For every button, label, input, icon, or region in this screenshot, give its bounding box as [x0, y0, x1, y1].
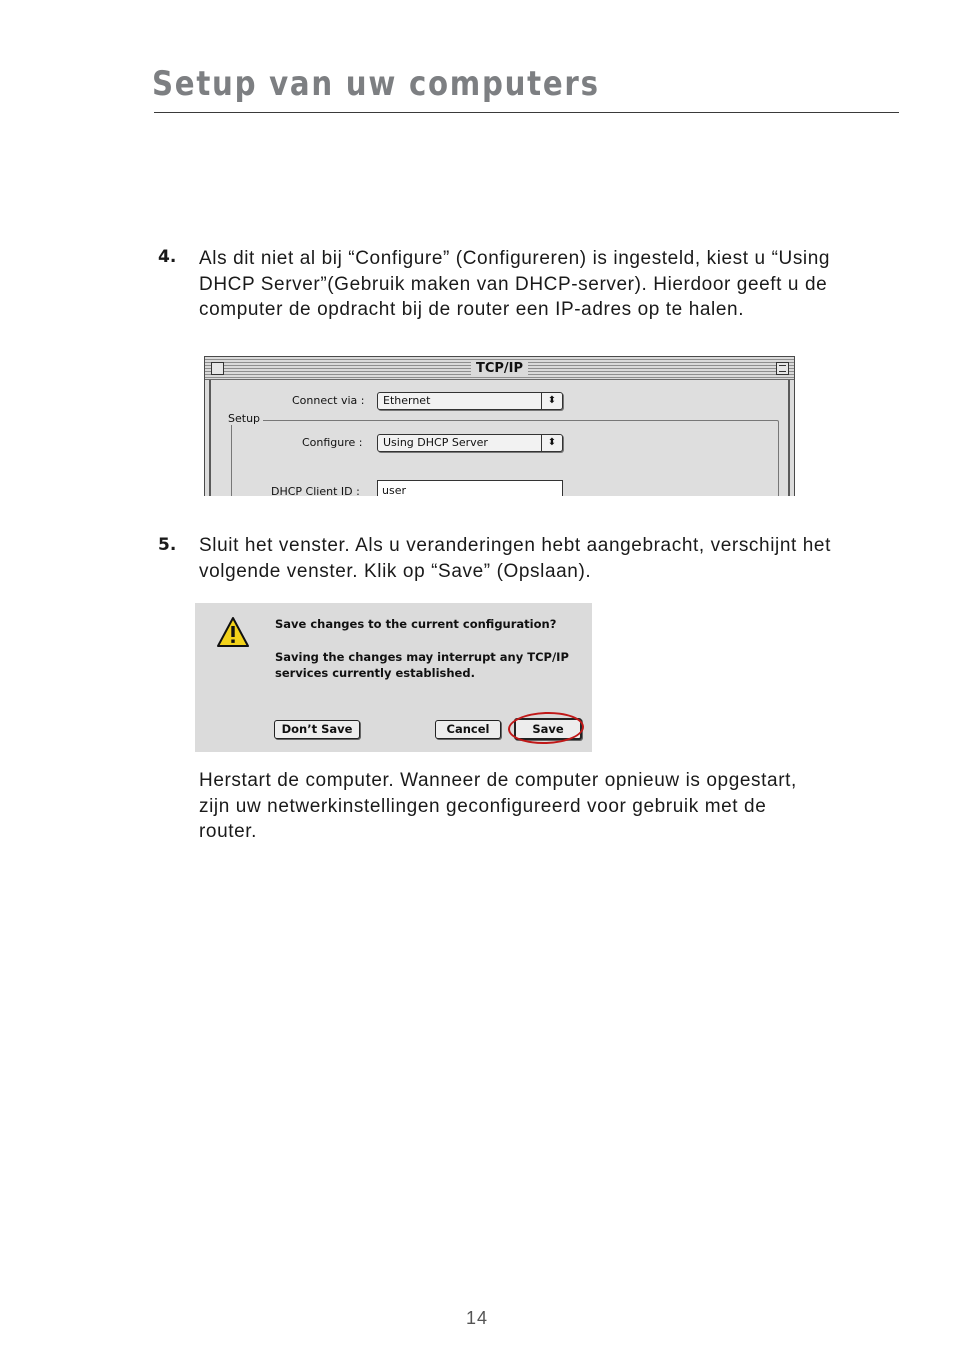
dialog-message-line2: services currently established. — [275, 666, 475, 680]
zoom-box-icon[interactable] — [776, 362, 789, 375]
setup-group-label: Setup — [225, 412, 263, 425]
save-highlight-circle — [507, 711, 584, 746]
warning-icon — [216, 616, 250, 648]
dont-save-button[interactable]: Don’t Save — [274, 720, 360, 739]
dhcp-client-id-label: DHCP Client ID : — [271, 485, 360, 496]
connect-via-value: Ethernet — [383, 394, 431, 407]
window-titlebar[interactable] — [205, 357, 794, 380]
configure-popup[interactable] — [377, 434, 563, 452]
page-title: Setup van uw computers — [152, 64, 600, 104]
title-divider — [154, 112, 899, 113]
popup-arrows-icon: ⬍ — [541, 435, 562, 451]
page-number: 14 — [465, 1308, 489, 1328]
closing-text: Herstart de computer. Wanneer de computer opnieuw is opgestart, zijn uw netwerkinstellingen geconfigureerd voor gebruik met de router. — [199, 770, 797, 842]
dialog-message-line1: Saving the changes may interrupt any TCP/IP — [275, 650, 569, 664]
step-4-text: Als dit niet al bij “Configure” (Configureren) is ingesteld, kiest u “Using DHCP Server”(Gebruik maken van DHCP-server). Hierdoor geeft u de computer de opdracht bij de router een IP-adres op te halen. — [199, 248, 831, 320]
dhcp-client-id-field[interactable]: user — [377, 480, 563, 496]
cancel-button[interactable]: Cancel — [435, 720, 501, 739]
window-content — [209, 380, 790, 496]
tcpip-window — [204, 356, 795, 496]
save-changes-dialog — [195, 603, 592, 752]
save-button[interactable]: Save — [514, 718, 582, 740]
connect-via-label: Connect via : — [292, 394, 365, 407]
configure-label: Configure : — [302, 436, 363, 449]
popup-arrows-icon: ⬍ — [541, 393, 562, 409]
window-title: TCP/IP — [471, 361, 528, 376]
connect-via-popup[interactable] — [377, 392, 563, 410]
step-number-4: 4. — [158, 247, 177, 267]
step-number-5: 5. — [158, 535, 177, 555]
configure-value: Using DHCP Server — [383, 436, 488, 449]
dialog-question: Save changes to the current configuration? — [275, 617, 557, 631]
step-5-text: Sluit het venster. Als u veranderingen hebt aangebracht, verschijnt het volgende venster. Klik op “Save” (Opslaan). — [199, 535, 831, 582]
